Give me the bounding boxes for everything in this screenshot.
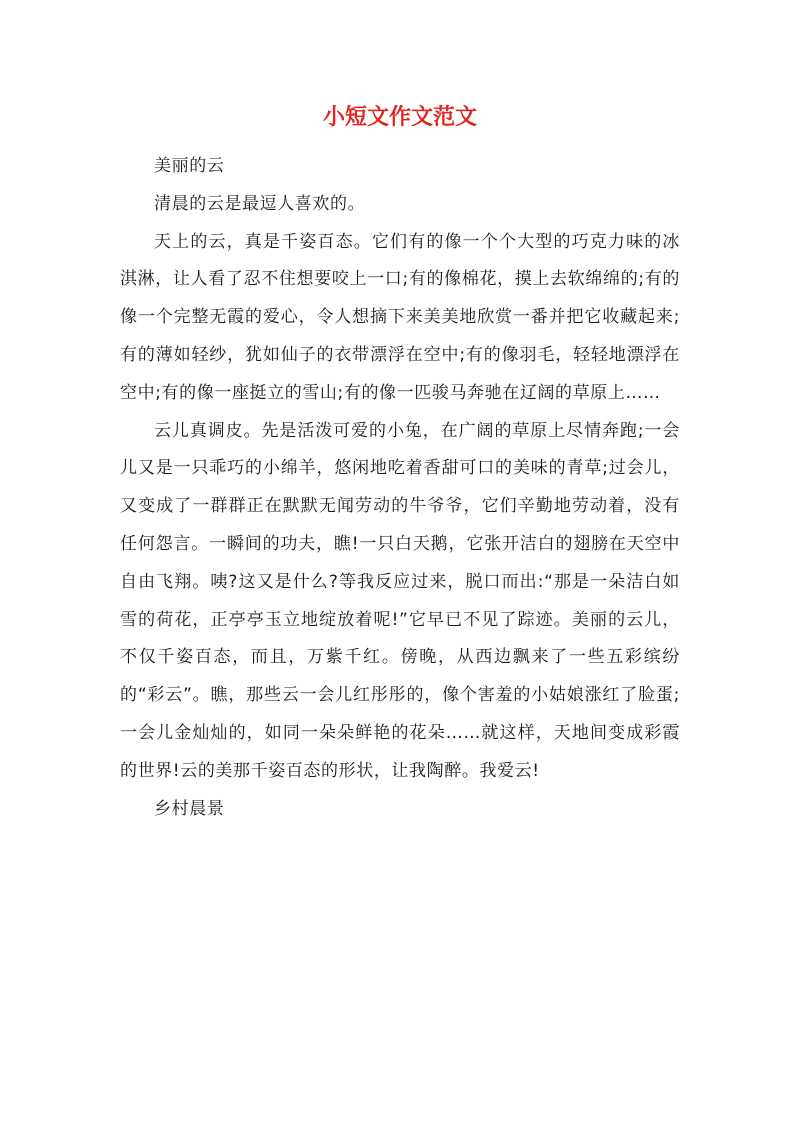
section-heading-village-morning: 乡村晨景 — [154, 798, 225, 819]
paragraph-cloud-shapes: 天上的云，真是千姿百态。它们有的像一个个大型的巧克力味的冰淇淋，让人看了忍不住想要咬上一口;有的像棉花，摸上去软绵绵的;有的像一个完整无霞的爱心，令人想摘下来美美地欣赏一番并把它收藏起来;有的薄如轻纱，犹如仙子的衣带漂浮在空中;有的像羽毛，轻轻地漂浮在空中;有的像一座挺立的雪山;有的像一匹骏马奔驰在辽阔的草原上…… — [120, 231, 680, 403]
document-title: 小短文作文范文 — [322, 104, 477, 130]
paragraph-naughty-clouds: 云儿真调皮。先是活泼可爱的小兔，在广阔的草原上尽情奔跑;一会儿又是一只乖巧的小绵羊，悠闲地吃着香甜可口的美味的青草;过会儿，又变成了一群群正在默默无闻劳动的牛爷爷，它们辛勤地劳动着，没有任何怨言。一瞬间的功夫，瞧!一只白天鹅，它张开洁白的翅膀在天空中自由飞翔。咦?这又是什么?等我反应过来，脱口而出:“那是一朵洁白如雪的荷花，正亭亭玉立地绽放着呢!”它早已不见了踪迹。美丽的云儿，不仅千姿百态，而且，万紫千红。傍晚，从西边飘来了一些五彩缤纷的“彩云”。瞧，那些云一会儿红彤彤的，像个害羞的小姑娘涨红了脸蛋;一会儿金灿灿的，如同一朵朵鲜艳的花朵……就这样，天地间变成彩霞的世界!云的美那千姿百态的形状，让我陶醉。我爱云! — [120, 420, 680, 781]
section-heading-beautiful-clouds: 美丽的云 — [154, 156, 225, 176]
paragraph-intro: 清晨的云是最逗人喜欢的。 — [154, 193, 366, 214]
document-body — [120, 148, 680, 828]
